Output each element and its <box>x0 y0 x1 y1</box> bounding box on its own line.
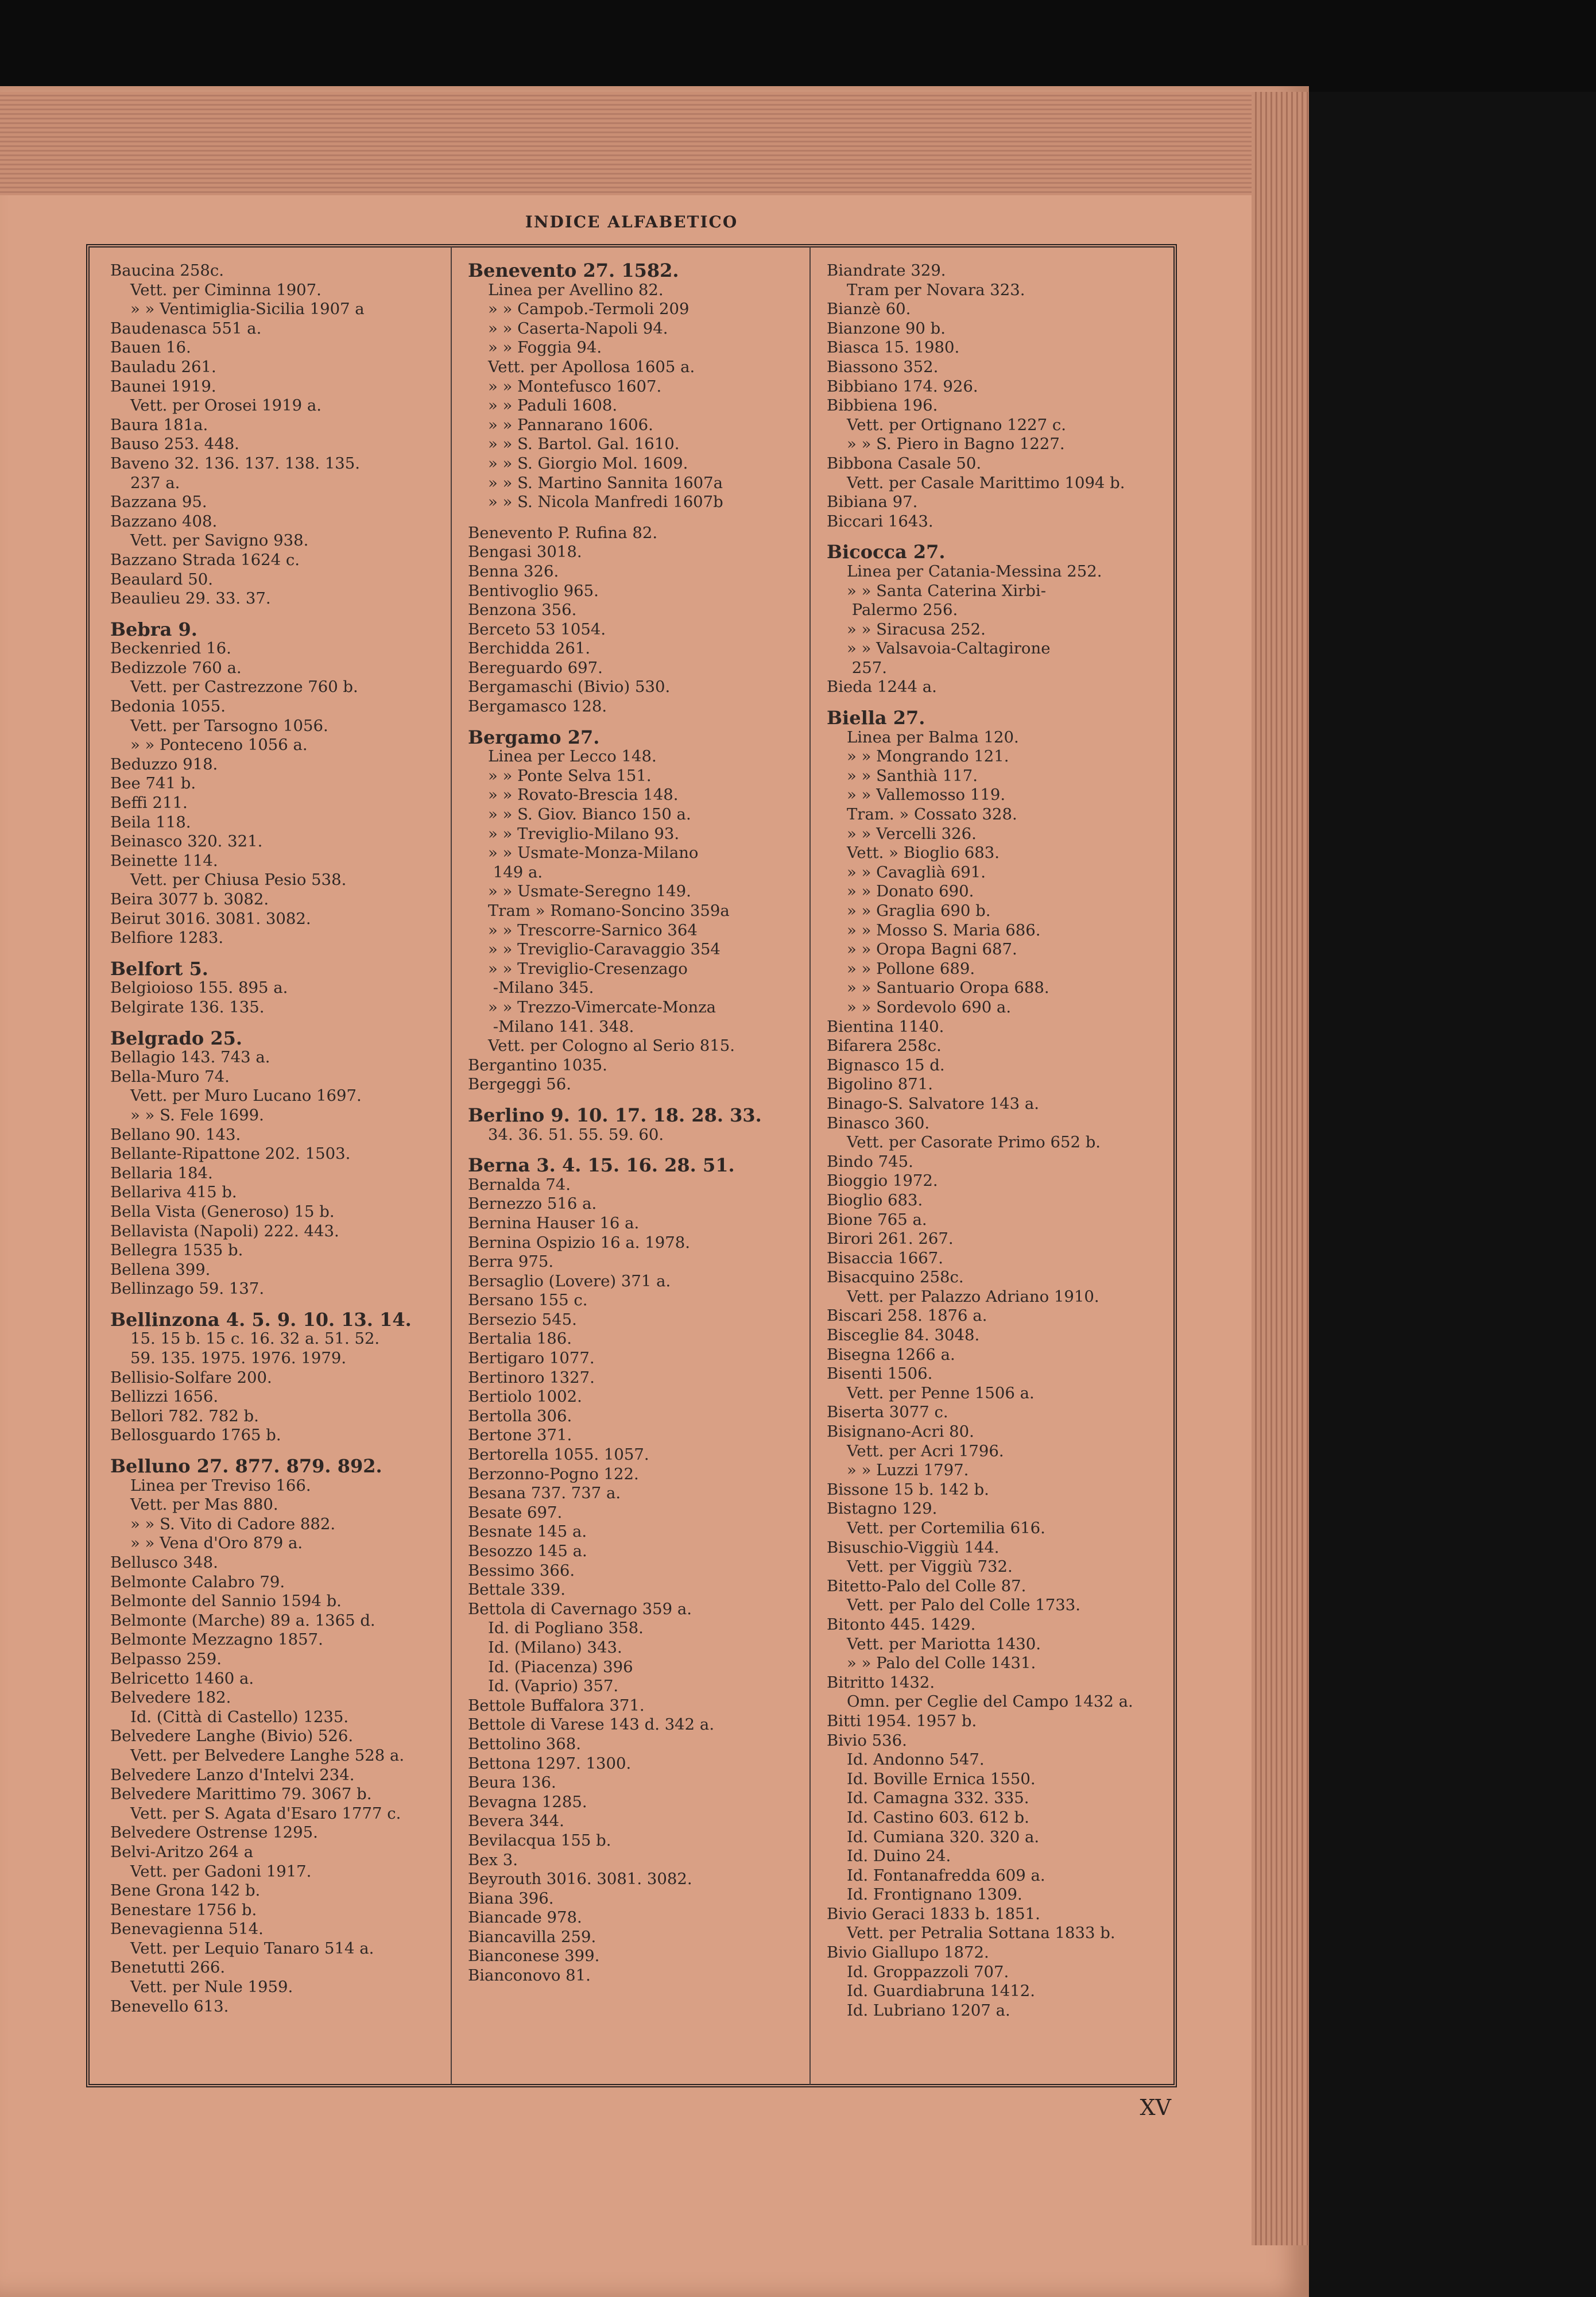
index-entry: Bitti 1954. 1957 b. <box>827 1711 977 1730</box>
index-entry: Bione 765 a. <box>827 1210 927 1229</box>
index-entry: Omn. per Ceglie del Campo 1432 a. <box>827 1692 1133 1711</box>
index-entry: Bellano 90. 143. <box>110 1125 241 1144</box>
index-entry: Tram per Novara 323. <box>827 280 1025 299</box>
index-entry: Bellavista (Napoli) 222. 443. <box>110 1221 339 1240</box>
index-entry: Bertiolo 1002. <box>468 1387 582 1406</box>
index-entry: Bauladu 261. <box>110 357 216 376</box>
index-entry: Vett. per Gadoni 1917. <box>110 1862 312 1881</box>
index-entry: Besozzo 145 a. <box>468 1542 587 1560</box>
index-entry: Vett. per Orosei 1919 a. <box>110 396 321 415</box>
index-entry: Baunei 1919. <box>110 377 216 396</box>
index-entry: Vett. per Muro Lucano 1697. <box>110 1086 362 1105</box>
index-entry: Bettale 339. <box>468 1580 566 1599</box>
index-entry: » » Santhià 117. <box>827 766 978 785</box>
index-entry: Belvedere Langhe (Bivio) 526. <box>110 1727 354 1746</box>
index-entry: » » Santuario Oropa 688. <box>827 979 1049 997</box>
index-entry: Bedizzole 760 a. <box>110 658 242 677</box>
index-entry: » » Foggia 94. <box>468 338 602 357</box>
index-entry: Bisegna 1266 a. <box>827 1345 955 1364</box>
index-entry: Belfiore 1283. <box>110 929 224 948</box>
index-entry: Bergeggi 56. <box>468 1075 571 1094</box>
index-entry: Benevello 613. <box>110 1997 229 2016</box>
index-entry: » » Sordevolo 690 a. <box>827 997 1012 1016</box>
index-entry: Beila 118. <box>110 813 191 832</box>
index-column-3 <box>827 261 1148 2087</box>
index-entry: Bianzè 60. <box>827 300 911 319</box>
index-entry: Vett. per Lequio Tanaro 514 a. <box>110 1939 374 1958</box>
index-entry: Belvedere Marittimo 79. 3067 b. <box>110 1785 372 1804</box>
index-entry: Bellisio-Solfare 200. <box>110 1368 272 1387</box>
index-entry: Bellegra 1535 b. <box>110 1241 243 1260</box>
index-entry: » » Usmate-Monza-Milano <box>468 844 699 863</box>
index-entry: Id. (Vaprio) 357. <box>468 1677 619 1696</box>
index-entry: Biana 396. <box>468 1889 554 1908</box>
index-entry: 15. 15 b. 15 c. 16. 32 a. 51. 52. <box>110 1329 380 1348</box>
index-entry: » » Ponte Selva 151. <box>468 766 652 785</box>
index-entry: » » Vallemosso 119. <box>827 786 1006 805</box>
index-entry: Vett. per Penne 1506 a. <box>827 1383 1035 1402</box>
index-entry: » » Siracusa 252. <box>827 620 986 639</box>
index-entry: Palermo 256. <box>827 601 958 620</box>
index-entry: Tram. » Cossato 328. <box>827 805 1017 824</box>
index-entry: Besana 737. 737 a. <box>468 1484 621 1503</box>
index-entry: Id. (Città di Castello) 1235. <box>110 1707 349 1726</box>
index-entry: 34. 36. 51. 55. 59. 60. <box>468 1125 664 1144</box>
index-entry: Bivio Giallupo 1872. <box>827 1943 989 1962</box>
index-entry: Bianconese 399. <box>468 1947 600 1966</box>
index-heading: Bergamo 27. <box>468 726 600 748</box>
index-entry: Bengasi 3018. <box>468 543 582 562</box>
index-heading: Bebra 9. <box>110 618 197 640</box>
index-entry: Biserta 3077 c. <box>827 1403 948 1422</box>
index-entry: Baucina 258c. <box>110 261 224 280</box>
index-entry: Bisaccia 1667. <box>827 1248 943 1267</box>
index-entry: Belvedere Ostrense 1295. <box>110 1823 318 1842</box>
index-entry: Benevagienna 514. <box>110 1920 264 1939</box>
index-entry: Beura 136. <box>468 1773 556 1792</box>
index-entry: Belpasso 259. <box>110 1649 222 1668</box>
index-entry: » » Ponteceno 1056 a. <box>110 736 308 755</box>
index-entry: Biassono 352. <box>827 357 939 376</box>
index-entry: » » S. Bartol. Gal. 1610. <box>468 435 680 454</box>
index-entry: Vett. per Palazzo Adriano 1910. <box>827 1287 1099 1306</box>
index-entry: Bevilacqua 155 b. <box>468 1831 611 1850</box>
index-entry: Belvedere Lanzo d'Intelvi 234. <box>110 1765 355 1784</box>
index-entry: Bisceglie 84. 3048. <box>827 1326 980 1345</box>
index-entry: Bauso 253. 448. <box>110 435 239 454</box>
index-entry: » » Caserta-Napoli 94. <box>468 319 668 338</box>
index-heading: Belgrado 25. <box>110 1027 243 1049</box>
index-entry: Bellosguardo 1765 b. <box>110 1426 281 1445</box>
index-entry: Bianzone 90 b. <box>827 319 946 338</box>
index-entry: Biancavilla 259. <box>468 1927 596 1946</box>
index-entry: Vett. per Viggiù 732. <box>827 1557 1013 1576</box>
index-heading: Benevento 27. 1582. <box>468 261 679 281</box>
index-entry: Bersaglio (Lovere) 371 a. <box>468 1271 671 1290</box>
index-entry: » » Oropa Bagni 687. <box>827 940 1017 959</box>
index-entry: » » Paduli 1608. <box>468 396 618 415</box>
index-entry: Id. Cumiana 320. 320 a. <box>827 1827 1040 1846</box>
page-header: INDICE ALFABETICO <box>525 212 738 231</box>
index-entry: Belgioioso 155. 895 a. <box>110 979 288 997</box>
index-entry: Vett. per Petralia Sottana 1833 b. <box>827 1924 1115 1943</box>
index-entry: Vett. per Casorate Primo 652 b. <box>827 1133 1101 1152</box>
index-entry: Bettolino 368. <box>468 1734 581 1753</box>
index-entry: Bertigaro 1077. <box>468 1349 595 1368</box>
index-entry: Benetutti 266. <box>110 1958 226 1977</box>
index-entry: Baura 181a. <box>110 415 208 434</box>
index-heading: Bellinzona 4. 5. 9. 10. 13. 14. <box>110 1308 412 1331</box>
index-entry: Linea per Lecco 148. <box>468 747 657 766</box>
index-entry: Vett. per Casale Marittimo 1094 b. <box>827 473 1125 492</box>
index-entry: Biancade 978. <box>468 1908 582 1927</box>
index-entry: Bettole Buffalora 371. <box>468 1696 645 1715</box>
index-entry: » » Trezzo-Vimercate-Monza <box>468 997 716 1016</box>
index-entry: » » Santa Caterina Xirbi- <box>827 581 1046 600</box>
index-entry: Id. Boville Ernica 1550. <box>827 1769 1036 1788</box>
index-entry: Id. Lubriano 1207 a. <box>827 2001 1010 2020</box>
index-entry: » » Pannarano 1606. <box>468 415 653 434</box>
index-entry: » » Cavaglià 691. <box>827 863 986 881</box>
index-entry: Bientina 1140. <box>827 1017 944 1036</box>
index-entry: Bazzano Strada 1624 c. <box>110 550 300 569</box>
index-entry: Belmonte del Sannio 1594 b. <box>110 1592 342 1611</box>
index-entry: Bisignano-Acri 80. <box>827 1422 974 1441</box>
index-entry: Bellusco 348. <box>110 1553 218 1572</box>
index-entry: Id. Camagna 332. 335. <box>827 1789 1029 1808</box>
index-entry: Vett. per Castrezzone 760 b. <box>110 678 358 697</box>
index-entry: Id. Fontanafredda 609 a. <box>827 1866 1045 1885</box>
index-entry: Id. Frontignano 1309. <box>827 1885 1022 1904</box>
index-entry: Bella-Muro 74. <box>110 1067 230 1086</box>
index-entry: » » S. Giov. Bianco 150 a. <box>468 805 691 824</box>
index-entry: Beckenried 16. <box>110 639 231 658</box>
index-entry: Belvi-Aritzo 264 a <box>110 1842 254 1861</box>
index-entry: Bistagno 129. <box>827 1499 938 1518</box>
index-entry: Benestare 1756 b. <box>110 1900 257 1919</box>
index-entry: Bellori 782. 782 b. <box>110 1406 259 1425</box>
index-entry: Bertorella 1055. 1057. <box>468 1445 649 1464</box>
index-entry: Vett. » Bioglio 683. <box>827 844 1000 863</box>
index-entry: Vett. per Cologno al Serio 815. <box>468 1037 735 1055</box>
index-entry: Bignasco 15 d. <box>827 1055 945 1074</box>
index-entry: Bernezzo 516 a. <box>468 1194 597 1213</box>
index-entry: Beffi 211. <box>110 794 188 813</box>
page-stack-top <box>0 92 1309 195</box>
index-entry: » » Treviglio-Cresenzago <box>468 959 688 978</box>
index-entry: Bisenti 1506. <box>827 1364 933 1383</box>
index-entry: Bivio 536. <box>827 1731 907 1750</box>
book-spine-shadow <box>0 0 1596 92</box>
index-entry: Bellinzago 59. 137. <box>110 1279 265 1298</box>
index-entry: Bettona 1297. 1300. <box>468 1754 632 1773</box>
index-entry: Beinasco 320. 321. <box>110 832 263 851</box>
index-entry: Benzona 356. <box>468 601 577 620</box>
index-entry: Bissone 15 b. 142 b. <box>827 1480 989 1499</box>
index-entry: Tram » Romano-Soncino 359a <box>468 902 730 920</box>
index-entry: Bivio Geraci 1833 b. 1851. <box>827 1904 1040 1923</box>
index-entry: » » Donato 690. <box>827 882 974 901</box>
index-entry: 237 a. <box>110 473 180 492</box>
index-heading: Berna 3. 4. 15. 16. 28. 51. <box>468 1154 735 1177</box>
index-entry: Bessimo 366. <box>468 1561 575 1580</box>
index-entry: Bevagna 1285. <box>468 1792 587 1811</box>
index-entry: Vett. per Cortemilia 616. <box>827 1519 1045 1537</box>
index-entry: Bee 741 b. <box>110 774 196 793</box>
index-entry: Besnate 145 a. <box>468 1522 587 1541</box>
index-entry: 257. <box>827 658 887 677</box>
index-entry: Baveno 32. 136. 137. 138. 135. <box>110 454 361 473</box>
index-entry: Bifarera 258c. <box>827 1037 942 1055</box>
index-entry: 149 a. <box>468 863 543 881</box>
index-entry: Id. (Milano) 343. <box>468 1638 622 1657</box>
index-entry: Id. Duino 24. <box>827 1847 951 1866</box>
index-entry: » » Mongrando 121. <box>827 747 1009 766</box>
index-entry: Berzonno-Pogno 122. <box>468 1464 639 1483</box>
index-entry: Bernalda 74. <box>468 1175 571 1194</box>
index-entry: » » Trescorre-Sarnico 364 <box>468 921 698 939</box>
index-entry: Biasca 15. 1980. <box>827 338 960 357</box>
index-entry: Id. Andonno 547. <box>827 1750 985 1769</box>
index-entry: » » Usmate-Seregno 149. <box>468 882 691 901</box>
index-entry: Vett. per Ortignano 1227 c. <box>827 415 1067 434</box>
index-entry: Bisuschio-Viggiù 144. <box>827 1538 1000 1557</box>
index-entry: » » Campob.-Termoli 209 <box>468 300 689 319</box>
index-entry: Berra 975. <box>468 1252 554 1271</box>
index-entry: Bauen 16. <box>110 338 191 357</box>
index-entry: Benna 326. <box>468 562 559 581</box>
index-entry: Vett. per Chiusa Pesio 538. <box>110 871 347 890</box>
index-entry: Bibbiano 174. 926. <box>827 377 978 396</box>
index-entry: Bertone 371. <box>468 1426 572 1445</box>
index-entry: » » Montefusco 1607. <box>468 377 662 396</box>
index-entry: Bevera 344. <box>468 1812 564 1831</box>
index-entry: Birori 261. 267. <box>827 1229 954 1248</box>
index-entry: » » Rovato-Brescia 148. <box>468 786 679 805</box>
index-entry: Vett. per S. Agata d'Esaro 1777 c. <box>110 1804 401 1823</box>
index-entry: Bellagio 143. 743 a. <box>110 1048 270 1067</box>
index-entry: » » Mosso S. Maria 686. <box>827 921 1041 939</box>
index-heading: Berlino 9. 10. 17. 18. 28. 33. <box>468 1104 762 1126</box>
index-entry: Vett. per Palo del Colle 1733. <box>827 1596 1081 1615</box>
index-entry: Bitritto 1432. <box>827 1673 935 1692</box>
index-entry: Beaulieu 29. 33. 37. <box>110 589 271 608</box>
index-entry: » » S. Martino Sannita 1607a <box>468 473 723 492</box>
index-entry: Beaulard 50. <box>110 570 214 589</box>
index-entry: Bitetto-Palo del Colle 87. <box>827 1576 1026 1595</box>
index-entry: -Milano 345. <box>468 979 594 997</box>
index-entry: » » Pollone 689. <box>827 959 975 978</box>
index-entry: Bergamaschi (Bivio) 530. <box>468 678 671 697</box>
index-entry: Belmonte (Marche) 89 a. 1365 d. <box>110 1611 375 1630</box>
index-entry: Bitonto 445. 1429. <box>827 1615 976 1634</box>
index-heading: Belfort 5. <box>110 957 208 980</box>
index-entry: Binago-S. Salvatore 143 a. <box>827 1094 1040 1113</box>
index-entry: Bedonia 1055. <box>110 697 226 716</box>
index-entry: Bersano 155 c. <box>468 1291 588 1310</box>
index-entry: Bibbiena 196. <box>827 396 938 415</box>
index-entry: » » S. Vito di Cadore 882. <box>110 1514 336 1533</box>
index-entry: » » Palo del Colle 1431. <box>827 1654 1036 1673</box>
index-entry: Vett. per Nule 1959. <box>110 1978 293 1997</box>
index-entry: Bene Grona 142 b. <box>110 1881 261 1900</box>
index-entry: Binasco 360. <box>827 1113 930 1132</box>
index-entry: » » Vercelli 326. <box>827 824 977 843</box>
index-entry: Bertinoro 1327. <box>468 1368 595 1387</box>
index-entry: Id. Castino 603. 612 b. <box>827 1808 1029 1827</box>
index-entry: » » Ventimiglia-Sicilia 1907 a <box>110 300 365 319</box>
index-entry: Beyrouth 3016. 3081. 3082. <box>468 1870 692 1889</box>
index-entry: Beinette 114. <box>110 851 218 870</box>
index-entry: Bella Vista (Generoso) 15 b. <box>110 1202 335 1221</box>
index-entry: Bergantino 1035. <box>468 1055 607 1074</box>
index-entry: Benevento P. Rufina 82. <box>468 523 658 542</box>
column-rule <box>809 247 811 2085</box>
index-entry: Id. (Piacenza) 396 <box>468 1657 633 1676</box>
index-entry: Bernina Hauser 16 a. <box>468 1213 640 1232</box>
index-entry: » » S. Piero in Bagno 1227. <box>827 435 1065 454</box>
index-column-1 <box>110 261 432 2087</box>
index-entry: -Milano 141. 348. <box>468 1017 634 1036</box>
index-entry: Belmonte Mezzagno 1857. <box>110 1630 323 1649</box>
index-entry: Vett. per Savigno 938. <box>110 531 309 550</box>
index-entry: Id. di Pogliano 358. <box>468 1619 644 1638</box>
index-heading: Belluno 27. 877. 879. 892. <box>110 1455 382 1478</box>
entry-gap <box>468 512 789 524</box>
index-entry: Bianconovo 81. <box>468 1966 591 1985</box>
index-entry: Vett. per Tarsogno 1056. <box>110 716 328 735</box>
index-entry: Bellariva 415 b. <box>110 1183 237 1202</box>
index-entry: Linea per Avellino 82. <box>468 280 664 299</box>
index-entry: Bereguardo 697. <box>468 658 603 677</box>
index-entry: Bioggio 1972. <box>827 1171 938 1190</box>
index-heading: Biella 27. <box>827 707 925 729</box>
index-entry: Bellante-Ripattone 202. 1503. <box>110 1144 351 1163</box>
index-entry: Linea per Balma 120. <box>827 728 1019 747</box>
index-entry: Bernina Ospizio 16 a. 1978. <box>468 1233 690 1252</box>
index-entry: » » S. Giorgio Mol. 1609. <box>468 454 688 473</box>
column-rule <box>451 247 452 2085</box>
index-entry: Bigolino 871. <box>827 1075 933 1094</box>
index-entry: Belvedere 182. <box>110 1688 231 1707</box>
page-edge <box>1252 92 1309 2245</box>
index-entry: Belricetto 1460 a. <box>110 1669 254 1688</box>
index-entry: Bibiana 97. <box>827 493 918 512</box>
index-entry: Belmonte Calabro 79. <box>110 1572 285 1591</box>
index-entry: 59. 135. 1975. 1976. 1979. <box>110 1349 347 1368</box>
index-entry: Vett. per Ciminna 1907. <box>110 280 321 299</box>
index-entry: Bioglio 683. <box>827 1190 923 1209</box>
index-entry: Linea per Catania-Messina 252. <box>827 562 1102 581</box>
index-entry: Biscari 258. 1876 a. <box>827 1306 987 1325</box>
index-entry: Bettole di Varese 143 d. 342 a. <box>468 1715 715 1734</box>
index-entry: Bergamasco 128. <box>468 697 607 716</box>
index-entry: Biccari 1643. <box>827 512 933 531</box>
index-entry: Beirut 3016. 3081. 3082. <box>110 909 311 928</box>
index-entry: » » S. Fele 1699. <box>110 1105 264 1124</box>
index-entry: Vett. per Mas 880. <box>110 1495 278 1514</box>
index-entry: Berchidda 261. <box>468 639 591 658</box>
index-heading: Bicocca 27. <box>827 541 946 563</box>
index-entry: Linea per Treviso 166. <box>110 1476 311 1495</box>
index-entry: » » Treviglio-Caravaggio 354 <box>468 940 720 959</box>
index-entry: » » Graglia 690 b. <box>827 902 991 920</box>
index-entry: Id. Groppazzoli 707. <box>827 1962 1009 1981</box>
index-entry: Vett. per Mariotta 1430. <box>827 1634 1041 1653</box>
index-entry: Beduzzo 918. <box>110 755 218 774</box>
index-entry: Bellizzi 1656. <box>110 1387 219 1406</box>
index-entry: » » Valsavoia-Caltagirone <box>827 639 1051 658</box>
index-column-2 <box>468 261 789 2087</box>
index-entry: Bertalia 186. <box>468 1329 572 1348</box>
page-number: XV <box>1140 2095 1171 2120</box>
index-entry: Biandrate 329. <box>827 261 946 280</box>
index-entry: Belgirate 136. 135. <box>110 997 265 1016</box>
index-entry: Bettola di Cavernago 359 a. <box>468 1599 692 1618</box>
index-entry: Bindo 745. <box>827 1152 913 1171</box>
index-entry: Bentivoglio 965. <box>468 581 599 600</box>
index-entry: Bellena 399. <box>110 1260 211 1279</box>
index-entry: Bieda 1244 a. <box>827 678 937 697</box>
index-entry: Bellaria 184. <box>110 1163 213 1182</box>
index-entry: » » S. Nicola Manfredi 1607b <box>468 493 723 512</box>
index-entry: Bisacquino 258c. <box>827 1268 964 1287</box>
index-entry: Bertolla 306. <box>468 1406 572 1425</box>
index-entry: Besate 697. <box>468 1503 563 1522</box>
index-entry: » » Vena d'Oro 879 a. <box>110 1534 303 1553</box>
index-entry: Bazzano 408. <box>110 512 218 531</box>
index-entry: Bazzana 95. <box>110 493 207 512</box>
index-entry: Vett. per Acri 1796. <box>827 1441 1004 1460</box>
index-entry: Beira 3077 b. 3082. <box>110 890 269 908</box>
index-entry: Bersezio 545. <box>468 1310 577 1329</box>
index-entry: Vett. per Apollosa 1605 a. <box>468 357 695 376</box>
index-entry: Berceto 53 1054. <box>468 620 606 639</box>
index-entry: Bibbona Casale 50. <box>827 454 982 473</box>
index-entry: » » Luzzi 1797. <box>827 1461 969 1480</box>
index-entry: Baudenasca 551 a. <box>110 319 262 338</box>
index-entry: Id. Guardiabruna 1412. <box>827 1982 1035 2001</box>
index-entry: Vett. per Belvedere Langhe 528 a. <box>110 1746 405 1765</box>
index-entry: Bex 3. <box>468 1850 518 1869</box>
index-entry: » » Treviglio-Milano 93. <box>468 824 680 843</box>
